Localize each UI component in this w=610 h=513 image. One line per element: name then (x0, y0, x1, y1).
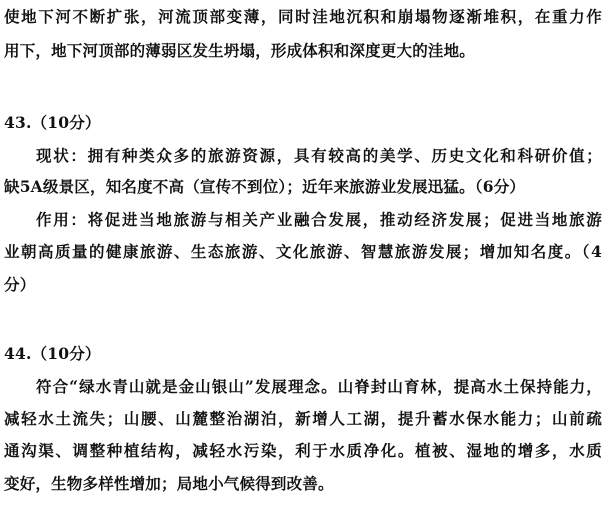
q43-effect-line-2: 业朝高质量的健康旅游、生态旅游、文化旅游、智慧旅游发展；增加知名度。（4 (4, 242, 602, 261)
question-44-heading: 44.（10分） (4, 344, 101, 363)
q43-effect-line-3: 分） (4, 275, 36, 294)
q43-status-line-2: 缺5A级景区，知名度不高（宣传不到位）；近年来旅游业发展迅猛。（6分） (4, 177, 526, 196)
q44-answer-line-3: 通沟渠、调整种植结构，减轻水污染，利于水质净化。植被、湿地的增多，水质 (4, 441, 602, 460)
answer-text-line-1: 使地下河不断扩张，河流顶部变薄，同时洼地沉积和崩塌物逐渐堆积，在重力作 (4, 7, 602, 26)
question-43-heading: 43.（10分） (4, 113, 101, 132)
q43-effect-line-1: 作用：将促进当地旅游与相关产业融合发展，推动经济发展；促进当地旅游 (36, 210, 602, 229)
answer-text-line-2: 用下，地下河顶部的薄弱区发生坍塌，形成体积和深度更大的洼地。 (4, 41, 476, 60)
q44-answer-line-4: 变好，生物多样性增加；局地小气候得到改善。 (4, 474, 334, 493)
q44-answer-line-2: 减轻水土流失；山腰、山麓整治湖泊，新增人工湖，提升蓄水保水能力；山前疏 (4, 409, 602, 428)
q44-answer-line-1: 符合“绿水青山就是金山银山”发展理念。山脊封山育林，提高水土保持能力， (36, 377, 602, 396)
q43-status-line-1: 现状：拥有种类众多的旅游资源，具有较高的美学、历史文化和科研价值； (36, 146, 602, 165)
